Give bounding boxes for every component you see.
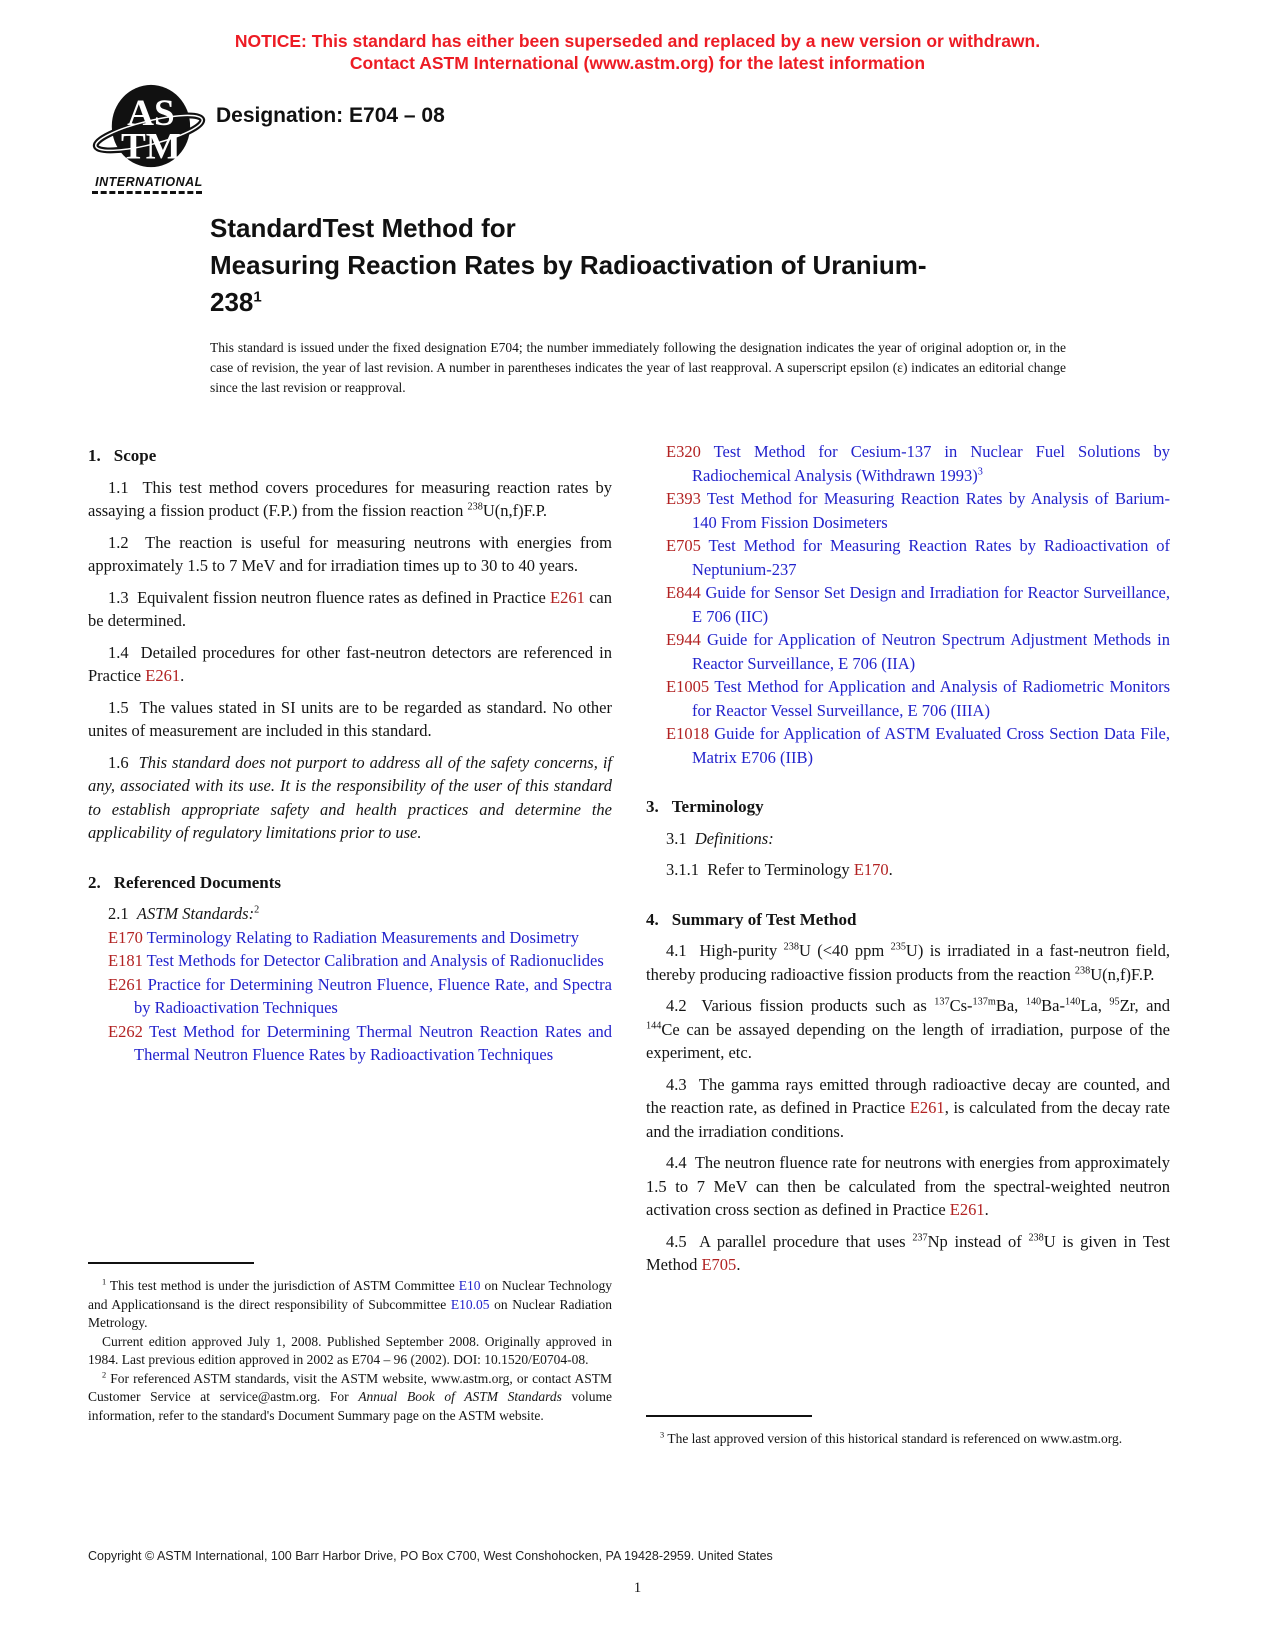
reference-link[interactable]: E1005 (666, 677, 710, 696)
logo-dashed-rule (92, 191, 202, 194)
logo-international-label: INTERNATIONAL (95, 175, 203, 189)
text-run: on Nuclear Technology and Applicationsand is the direct responsibility of Subcommittee (88, 1278, 612, 1312)
paragraph (88, 1333, 612, 1370)
reference-item (646, 675, 1170, 722)
reference-link[interactable]: E261 (949, 1200, 985, 1219)
reference-list-right (646, 440, 1170, 769)
title-footnote-marker: 1 (253, 288, 262, 306)
section-scope (88, 444, 612, 845)
reference-link[interactable]: E320 (666, 442, 701, 461)
superscript-text: 2 (102, 1370, 107, 1379)
text-run: 3.1.1 Refer to Terminology (666, 860, 854, 879)
paragraph (646, 939, 1170, 986)
text-run: can be determined. (88, 587, 612, 630)
text-run: 1.4 Detailed procedures for other fast-neutron detectors are referenced in Practice (88, 642, 612, 685)
superscript-text: 144 (646, 1020, 662, 1031)
text-run: Guide for Application of Neutron Spectrum Adjustment Methods in Reactor Surveillance, E 706 (IIA) (692, 630, 1170, 673)
reference-item (646, 534, 1170, 581)
text-run: For referenced ASTM standards, visit the ASTM website, www.astm.org, or contact ASTM Customer Service at service@astm.org. For (88, 1370, 612, 1404)
text-run: Ba- (1041, 996, 1065, 1015)
paragraph (88, 1370, 612, 1426)
paragraph (646, 1230, 1170, 1277)
paragraph (88, 751, 612, 845)
text-run: . (180, 666, 185, 685)
text-run: Ba, (995, 996, 1026, 1015)
notice-line-1: NOTICE: This standard has either been superseded and replaced by a new version or withdrawn. (234, 31, 1041, 51)
text-run: Definitions: (694, 828, 774, 848)
scope-heading: 1. Scope (88, 446, 157, 465)
text-run: . (888, 860, 893, 879)
paragraph (88, 586, 612, 633)
footnote-rule (646, 1415, 812, 1417)
reference-link[interactable]: E10.05 (450, 1296, 490, 1312)
text-run: Test Methods for Detector Calibration and Analysis of Radionuclides (142, 951, 604, 970)
reference-item (88, 949, 612, 973)
text-run: 1.1 This test method covers procedures for measuring reaction rates by assaying a fission product (F.P.) from the fission reaction (88, 477, 612, 520)
text-run: Terminology Relating to Radiation Measurements and Dosimetry (142, 927, 580, 947)
text-run: . (984, 1200, 989, 1219)
text-run: Cs- (949, 996, 973, 1015)
paragraph (88, 641, 612, 688)
reference-item (646, 628, 1170, 675)
footnotes-right (646, 1415, 1170, 1449)
title-line-1: StandardTest Method for (210, 213, 516, 243)
reference-link[interactable]: E261 (108, 974, 143, 994)
reference-item (646, 722, 1170, 769)
reference-link[interactable]: E393 (666, 489, 701, 508)
text-run: Np instead of (927, 1231, 1029, 1251)
footnote-paragraphs-left (88, 1277, 612, 1425)
reference-link[interactable]: E844 (666, 583, 701, 602)
astm-globe-icon (90, 82, 208, 174)
text-run: Test Method for Measuring Reaction Rates by Analysis of Barium-140 From Fission Dosimeters (692, 489, 1170, 532)
text-run: volume information, refer to the standard's Document Summary page on the ASTM website. (88, 1389, 612, 1423)
text-run: Test Method for Cesium-137 in Nuclear Fuel Solutions by Radiochemical Analysis (Withdrawn 1993) (692, 442, 1170, 485)
designation: Designation: E704 – 08 (216, 104, 445, 127)
two-column-body (88, 440, 1170, 1540)
reference-link[interactable]: E261 (550, 587, 585, 607)
right-column (646, 440, 1170, 1540)
reference-item (646, 581, 1170, 628)
text-run: , is calculated from the decay rate and the irradiation conditions. (646, 1098, 1170, 1141)
text-run: 1.5 The values stated in SI units are to be regarded as standard. No other unites of measurement are included in this standard. (88, 697, 612, 740)
text-run: Test Method for Determining Thermal Neutron Reaction Rates and Thermal Neutron Fluence Rates by Radioactivation Techniques (134, 1021, 612, 1064)
paragraph (646, 827, 1170, 851)
text-run: Guide for Application of ASTM Evaluated Cross Section Data File, Matrix E706 (IIB) (692, 724, 1170, 767)
astm-logo (88, 82, 210, 194)
title-line-3: $238^1$ (210, 287, 262, 317)
text-run: 1.2 The reaction is useful for measuring neutrons with energies from approximately 1.5 to 7 MeV and for irradiation times up to 30 to 40 years. (88, 532, 612, 575)
reference-link[interactable]: E1018 (666, 724, 710, 743)
summary-heading: 4. Summary of Test Method (646, 909, 857, 929)
page-number: 1 (633, 1580, 642, 1596)
reference-link[interactable]: E261 (145, 666, 181, 685)
superscript-text: 235 (890, 941, 906, 953)
reference-item (646, 440, 1170, 487)
superscript-text: 238 (1028, 1232, 1044, 1243)
left-column (88, 440, 612, 1540)
terminology-heading: 3. Terminology (646, 797, 764, 816)
paragraph (88, 531, 612, 578)
reference-link[interactable]: E705 (666, 536, 701, 555)
reference-link[interactable]: E10 (458, 1278, 481, 1293)
paragraph (88, 1277, 612, 1333)
document-title (210, 210, 1080, 321)
reference-list-left (88, 926, 612, 1067)
section-terminology (646, 795, 1170, 882)
superscript-text: 238 (783, 941, 799, 953)
text-run: Annual Book of ASTM Standards (358, 1389, 562, 1404)
text-run: U(n,f)F.P. (1090, 964, 1155, 984)
reference-link[interactable]: E181 (108, 951, 143, 970)
paragraph (646, 1073, 1170, 1144)
text-run: La, (1080, 996, 1110, 1015)
text-run: ASTM Standards: (136, 904, 255, 923)
text-run: Test Method for Measuring Reaction Rates by Radioactivation of Neptunium-237 (692, 536, 1170, 579)
summary-paragraphs (646, 939, 1170, 1277)
text-run: . (736, 1255, 741, 1274)
paragraph (646, 1151, 1170, 1222)
footnote-paragraphs-right (646, 1430, 1170, 1449)
text-run: 1.3 Equivalent fission neutron fluence rates as defined in Practice (108, 587, 551, 607)
superscript-text: 1 (102, 1277, 107, 1287)
title-line-2: Measuring Reaction Rates by Radioactivation of Uranium- (210, 250, 927, 280)
superscript-text: 238 (1074, 965, 1091, 976)
reference-item (88, 1020, 612, 1067)
paragraph (88, 476, 612, 523)
superscript-text: 3 (977, 466, 983, 477)
text-run: 2.1 (108, 904, 137, 923)
copyright-line: Copyright © ASTM International, 100 Barr Harbor Drive, PO Box C700, West Conshohocken, PA 19428-2959. United States (88, 1549, 773, 1563)
text-run: 1.6 (108, 752, 139, 772)
text-run: Current edition approved July 1, 2008. Published September 2008. Originally approved in 1984. Last previous edition approved in 2002 as E704 – 96 (2002). DOI: 10.1520/E0704-08. (88, 1333, 612, 1367)
text-run: U is given in Test Method (646, 1231, 1170, 1274)
reference-link[interactable]: E944 (666, 630, 701, 649)
text-run: Ce can be assayed depending on the length of irradiation, purpose of the experiment, etc. (646, 1019, 1170, 1062)
text-run: 4.2 Various fission products such as (666, 996, 935, 1015)
section-referenced-documents (88, 871, 612, 1067)
superscript-text: 95 (1109, 996, 1120, 1008)
text-run: Test Method for Application and Analysis of Radiometric Monitors for Reactor Vessel Surveillance, E 706 (IIIA) (692, 677, 1170, 720)
superscript-text: 237 (912, 1232, 928, 1243)
text-run: Practice for Determining Neutron Fluence, Fluence Rate, and Spectra by Radioactivation Techniques (134, 974, 612, 1017)
text-run: 4.5 A parallel procedure that uses (666, 1231, 913, 1251)
notice-line-2: Contact ASTM International (www.astm.org) for the latest information (349, 53, 926, 73)
superscript-text: 137 (934, 996, 950, 1008)
reference-link[interactable]: E170 (108, 927, 143, 947)
reference-link[interactable]: E705 (701, 1255, 737, 1274)
text-run: Zr, and (1119, 996, 1170, 1015)
astm-standards-intro (88, 902, 612, 926)
text-run: Guide for Sensor Set Design and Irradiation for Reactor Surveillance, E 706 (IIC) (692, 583, 1170, 626)
text-run: This standard does not purport to address all of the safety concerns, if any, associated with its use. It is the responsibility of the user of this standard to establish appropriate safety and health practices and determine the applicability of regulatory limitations prior to use. (88, 752, 612, 842)
footnote-rule (88, 1262, 254, 1264)
svg-text:AS: AS (127, 93, 175, 135)
issuance-note: This standard is issued under the fixed designation E704; the number immediately following the designation indicates the year of original adoption or, in the case of revision, the year of last revision. A number in parentheses indicates the year of last reapproval. A superscript epsilon (ε) indicates an editorial change since the last revision or reapproval. (210, 340, 1066, 395)
text-run: 4.3 The gamma rays emitted through radioactive decay are counted, and the reaction rate, as defined in Practice (646, 1074, 1170, 1117)
text-run: 3.1 (666, 828, 695, 848)
footnotes-left (88, 1262, 612, 1425)
superscript-text: 2 (254, 904, 260, 916)
superscript-text: 137m (972, 996, 996, 1008)
text-run: 4.1 High-purity (666, 941, 784, 960)
paragraph (88, 696, 612, 743)
text-run: on Nuclear Radiation Metrology. (88, 1296, 612, 1330)
superscript-text: 140 (1025, 996, 1042, 1008)
reference-link[interactable]: E262 (108, 1021, 143, 1041)
paragraph (646, 1430, 1170, 1449)
text-run: U) is irradiated in a fast-neutron field, thereby producing radioactive fission products from the reaction (646, 941, 1170, 984)
terminology-paragraphs (646, 827, 1170, 882)
superscript-text: 238 (467, 501, 483, 513)
paragraph (646, 994, 1170, 1065)
superscript-text: 140 (1064, 996, 1081, 1008)
superscript-text: 3 (660, 1430, 665, 1440)
text-run: This test method is under the jurisdiction of ASTM Committee (106, 1278, 459, 1293)
reference-link[interactable]: E170 (853, 860, 889, 879)
reference-item (646, 487, 1170, 534)
text-run: 4.4 The neutron fluence rate for neutrons with energies from approximately 1.5 to 7 MeV can then be calculated from the spectral-weighted neutron activation cross section as defined in Practice (646, 1153, 1170, 1219)
scope-paragraphs (88, 476, 612, 845)
reference-link[interactable]: E261 (909, 1098, 945, 1117)
superseded-notice (0, 30, 1275, 74)
reference-item (88, 973, 612, 1020)
text-run: U(n,f)F.P. (482, 501, 548, 520)
text-run: U (<40 ppm (798, 941, 891, 960)
referenced-documents-heading: 2. Referenced Documents (88, 872, 282, 892)
paragraph (646, 858, 1170, 882)
section-summary-of-test-method (646, 908, 1170, 1277)
text-run: The last approved version of this historical standard is referenced on www.astm.org. (664, 1431, 1123, 1446)
reference-item (88, 926, 612, 950)
svg-text:TM: TM (121, 126, 181, 168)
